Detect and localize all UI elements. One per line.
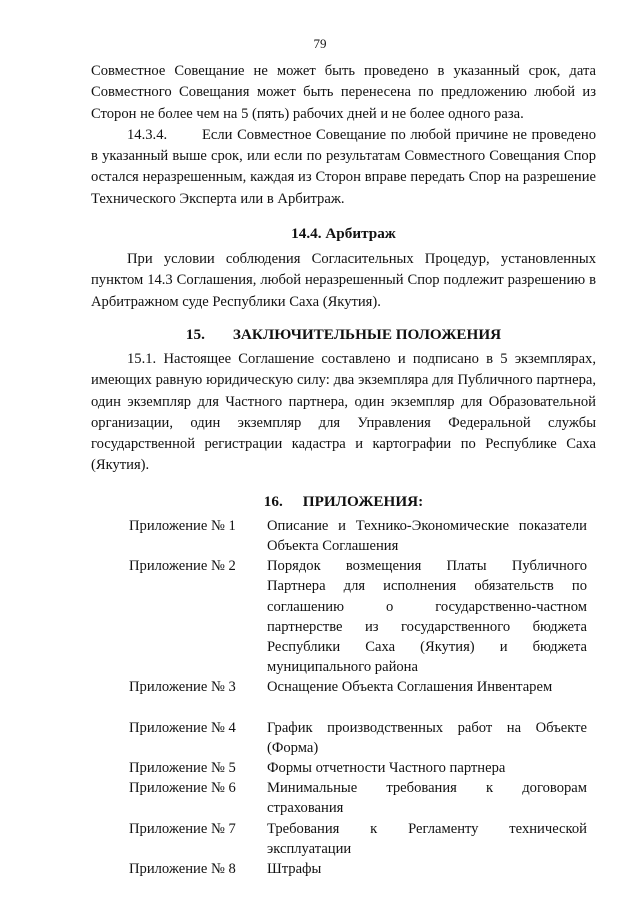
paragraph-arbitration: При условии соблюдения Согласительных Процедур, установленных пунктом 14.3 Соглашения, любой неразрешенный Спор подлежит разрешению в Арбитражном суде Республики Саха (Якутия). bbox=[91, 251, 596, 310]
heading-title: ПРИЛОЖЕНИЯ: bbox=[302, 492, 424, 510]
annex-line: Порядок возмещения Платы Публичного bbox=[267, 558, 587, 575]
annex-item bbox=[91, 758, 596, 778]
annex-line: Формы отчетности Частного партнера bbox=[267, 759, 506, 776]
annex-item bbox=[91, 819, 596, 859]
annex-label: Приложение № 5 bbox=[129, 759, 236, 776]
annex-label: Приложение № 4 bbox=[129, 719, 236, 736]
annex-description bbox=[267, 556, 587, 677]
annex-description bbox=[267, 758, 587, 778]
annex-item bbox=[91, 859, 596, 879]
heading-16-annexes bbox=[91, 491, 596, 512]
annex-line: муниципального района bbox=[267, 659, 418, 676]
annex-line: Объекта Соглашения bbox=[267, 537, 399, 554]
annex-description bbox=[267, 677, 587, 697]
annex-line: График производственных работ на Объекте bbox=[267, 719, 587, 736]
annex-line: (Форма) bbox=[267, 739, 319, 756]
heading-15-final-provisions bbox=[91, 324, 596, 345]
annex-label: Приложение № 7 bbox=[129, 820, 236, 837]
annex-line: эксплуатации bbox=[267, 840, 352, 857]
annex-line: Республики Саха (Якутия) и бюджета bbox=[267, 638, 587, 655]
clause-number: 14.3.4. bbox=[127, 126, 168, 143]
annex-line: Партнера для исполнения обязательств по bbox=[267, 578, 587, 595]
annex-label: Приложение № 8 bbox=[129, 861, 236, 877]
clause-text: Если Совместное Совещание по любой причине не проведено в указанный выше срок, или если по результатам Совместного Совещания Спор остался неразрешенным, каждая из Сторон вправе передать Спор на разрешение Технического Эксперта или в Арбитраж. bbox=[91, 126, 596, 207]
annex-item bbox=[91, 556, 596, 677]
annex-line: Требования к Регламенту технической bbox=[267, 820, 587, 837]
annex-description bbox=[267, 718, 587, 758]
annex-description bbox=[267, 819, 587, 859]
annex-description bbox=[267, 859, 587, 879]
annex-line: соглашению о государственно-частном bbox=[267, 598, 587, 615]
annex-line: партнерстве из государственного бюджета bbox=[267, 618, 587, 635]
annex-item bbox=[91, 516, 596, 556]
paragraph-14-3-4 bbox=[91, 125, 596, 210]
annex-label: Приложение № 2 bbox=[129, 558, 236, 575]
annex-item bbox=[91, 778, 596, 818]
document-body bbox=[91, 61, 596, 879]
annex-line: Минимальные требования к договорам bbox=[267, 780, 587, 797]
annex-label: Приложение № 3 bbox=[129, 679, 236, 696]
annex-description bbox=[267, 516, 587, 556]
annex-item bbox=[91, 718, 596, 758]
heading-number: 15. bbox=[185, 325, 205, 343]
annex-list bbox=[91, 516, 596, 879]
annex-line: Оснащение Объекта Соглашения Инвентарем bbox=[267, 679, 553, 696]
annex-item bbox=[91, 677, 596, 697]
annex-line: страхования bbox=[267, 800, 344, 817]
annex-line: Описание и Технико-Экономические показатели bbox=[267, 517, 587, 534]
paragraph-15-1: 15.1. Настоящее Соглашение составлено и подписано в 5 экземплярах, имеющих равную юридическую силу: два экземпляра для Публичного партнера, один экземпляр для Частного партнера, один экземпляр для Образовательной организации, один экземпляр для Управления Федеральной службы государственной регистрации кадастра и картографии по Республике Саха (Якутия). bbox=[91, 350, 596, 474]
annex-line: Штрафы bbox=[267, 861, 322, 877]
heading-14-4-arbitration: 14.4. Арбитраж bbox=[291, 225, 396, 243]
page-number: 79 bbox=[313, 36, 327, 51]
annex-label: Приложение № 1 bbox=[129, 517, 236, 534]
paragraph-meeting-postpone: Совместное Совещание не может быть проведено в указанный срок, дата Совместного Совещания может быть перенесена по предложению любой из Сторон не более чем на 5 (пять) рабочих дней и не более одного раза. bbox=[91, 63, 596, 122]
annex-spacer bbox=[91, 698, 596, 718]
annex-label: Приложение № 6 bbox=[129, 780, 236, 797]
annex-description bbox=[267, 778, 587, 818]
heading-title: ЗАКЛЮЧИТЕЛЬНЫЕ ПОЛОЖЕНИЯ bbox=[232, 325, 502, 343]
heading-number: 16. bbox=[263, 492, 283, 510]
